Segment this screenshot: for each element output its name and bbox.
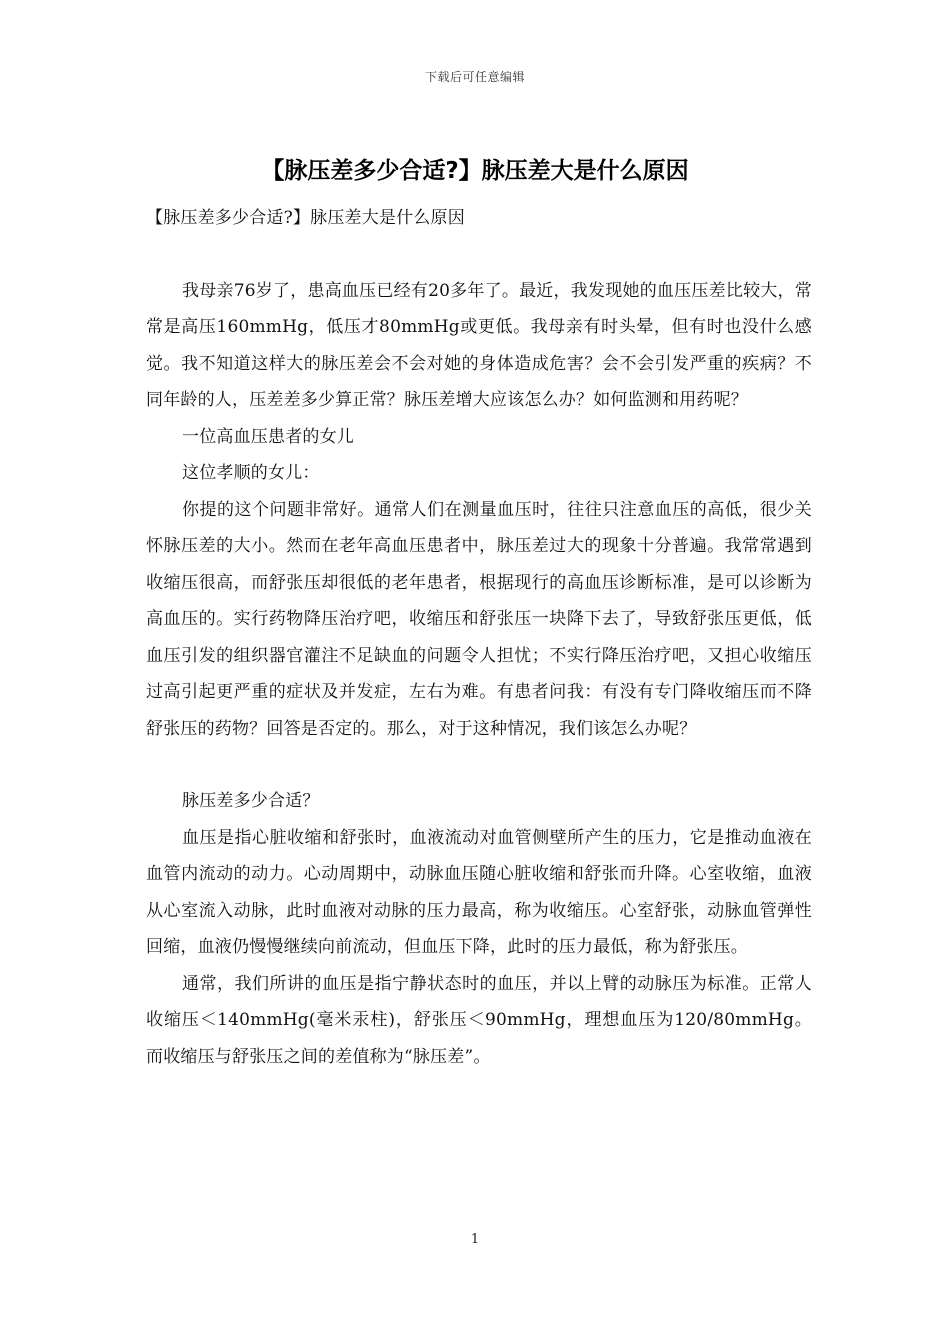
document-subtitle: 【脉压差多少合适?】脉压差大是什么原因	[146, 208, 465, 228]
page-number: 1	[470, 1232, 480, 1247]
section-heading: 脉压差多少合适？	[182, 791, 320, 811]
document-title: 【脉压差多少合适?】脉压差大是什么原因	[261, 158, 689, 184]
question-paragraph: 我母亲76岁了，患高血压已经有20多年了。最近，我发现她的血压压差比较大，常常是高压160mmHg，低压才80mmHg或更低。我母亲有时头晕，但有时也没什么感觉。我不知道这样大的脉压差会不会对她的身体造成危害？会不会引发严重的疾病？不同年龄的人，压差差多少算正常？脉压差增大应该怎么办？如何监测和用药呢？	[146, 280, 812, 410]
answer-paragraph: 你提的这个问题非常好。通常人们在测量血压时，往往只注意血压的高低，很少关怀脉压差的大小。然而在老年高血压患者中，脉压差过大的现象十分普遍。我常常遇到收缩压很高，而舒张压却很低的老年患者，根据现行的高血压诊断标准，是可以诊断为高血压的。实行药物降压治疗吧，收缩压和舒张压一块降下去了，导致舒张压更低，低血压引发的组织器官灌注不足缺血的问题令人担忧；不实行降压治疗吧，又担心收缩压过高引起更严重的症状及并发症，左右为难。有患者问我：有没有专门降收缩压而不降舒张压的药物？回答是否定的。那么，对于这种情况，我们该怎么办呢？	[146, 499, 812, 739]
body-paragraph: 血压是指心脏收缩和舒张时，血液流动对血管侧壁所产生的压力，它是推动血液在血管内流动的动力。心动周期中，动脉血压随心脏收缩和舒张而升降。心室收缩，血液从心室流入动脉，此时血液对动脉的压力最高，称为收缩压。心室舒张，动脉血管弹性回缩，血液仍慢慢继续向前流动，但血压下降，此时的压力最低，称为舒张压。	[146, 827, 812, 957]
page-header-note: 下载后可任意编辑	[424, 70, 525, 84]
question-signature: 一位高血压患者的女儿	[182, 426, 354, 447]
paragraph-spacer	[146, 747, 812, 783]
body-paragraph: 通常，我们所讲的血压是指宁静状态时的血压，并以上臂的动脉压为标准。正常人收缩压＜140mmHg(毫米汞柱)，舒张压＜90mmHg，理想血压为120/80mmHg。而收缩压与舒张压之间的差值称为“脉压差”。	[146, 973, 812, 1067]
answer-salutation: 这位孝顺的女儿：	[182, 463, 320, 483]
document-body	[146, 200, 812, 1075]
